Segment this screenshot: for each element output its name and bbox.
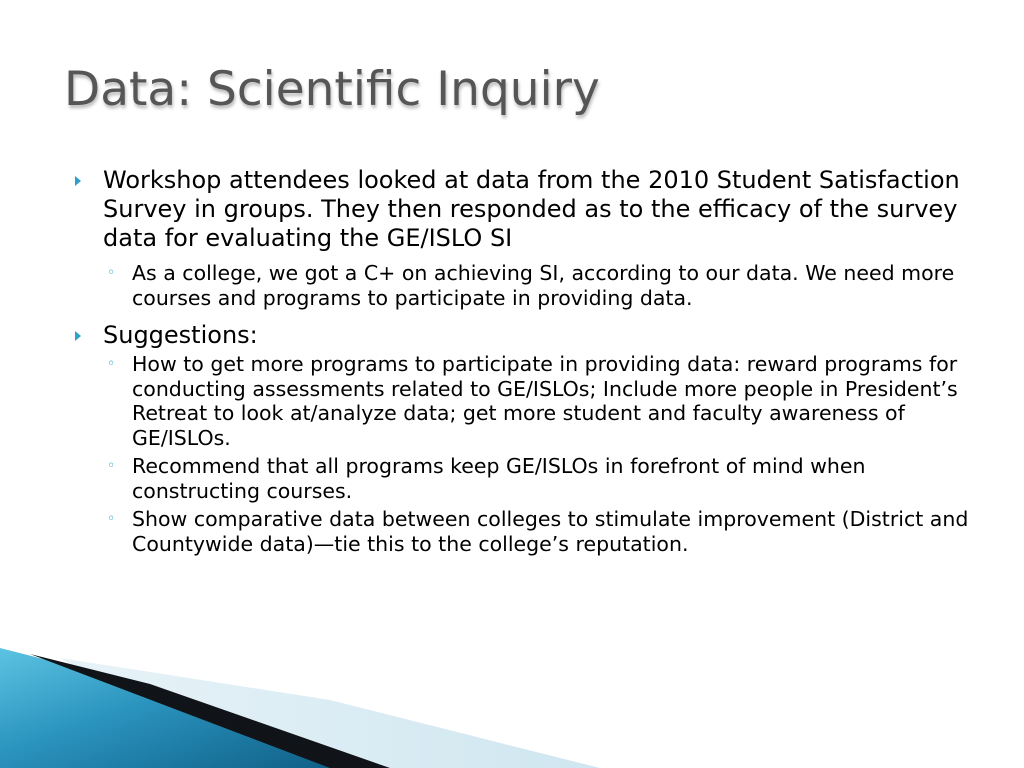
sub-bullet-comparative xyxy=(72,507,972,556)
sub-bullet-text: As a college, we got a C+ on achieving SI, according to our data. We need more courses and programs to participate in providing data. xyxy=(132,261,955,310)
circle-outline-icon: ◦ xyxy=(107,511,116,527)
sub-bullet-text: Recommend that all programs keep GE/ISLOs in forefront of mind when constructing courses. xyxy=(132,454,866,503)
bullet-text: Workshop attendees looked at data from the 2010 Student Satisfaction Survey in groups. They then responded as to the efficacy of the survey data for evaluating the GE/ISLO SI xyxy=(103,166,960,252)
circle-outline-icon: ◦ xyxy=(107,356,116,372)
sub-bullet-text: Show comparative data between colleges to stimulate improvement (District and Countywide data)—tie this to the college’s reputation. xyxy=(132,507,969,556)
bullet-suggestions xyxy=(72,321,972,350)
blue-swoosh xyxy=(0,648,340,768)
sub-bullet-grade xyxy=(72,261,972,310)
circle-outline-icon: ◦ xyxy=(107,265,116,281)
triangle-right-icon xyxy=(75,331,81,341)
triangle-right-icon xyxy=(75,176,81,186)
sub-bullet-text: How to get more programs to participate in providing data: reward programs for conducting assessments related to GE/ISLOs; Include more people in President’s Retreat to look at/analyze data; get more student and faculty awareness of GE/ISLOs. xyxy=(132,352,958,450)
bullet-workshop xyxy=(72,166,972,253)
dark-swoosh xyxy=(30,654,390,768)
sub-bullet-recommend xyxy=(72,454,972,503)
slide-title: Data: Scientific Inquiry xyxy=(64,62,600,117)
slide-body xyxy=(72,166,972,556)
sub-bullet-more-programs xyxy=(72,352,972,450)
light-swoosh xyxy=(60,658,600,768)
circle-outline-icon: ◦ xyxy=(107,458,116,474)
bullet-text: Suggestions: xyxy=(103,321,258,349)
